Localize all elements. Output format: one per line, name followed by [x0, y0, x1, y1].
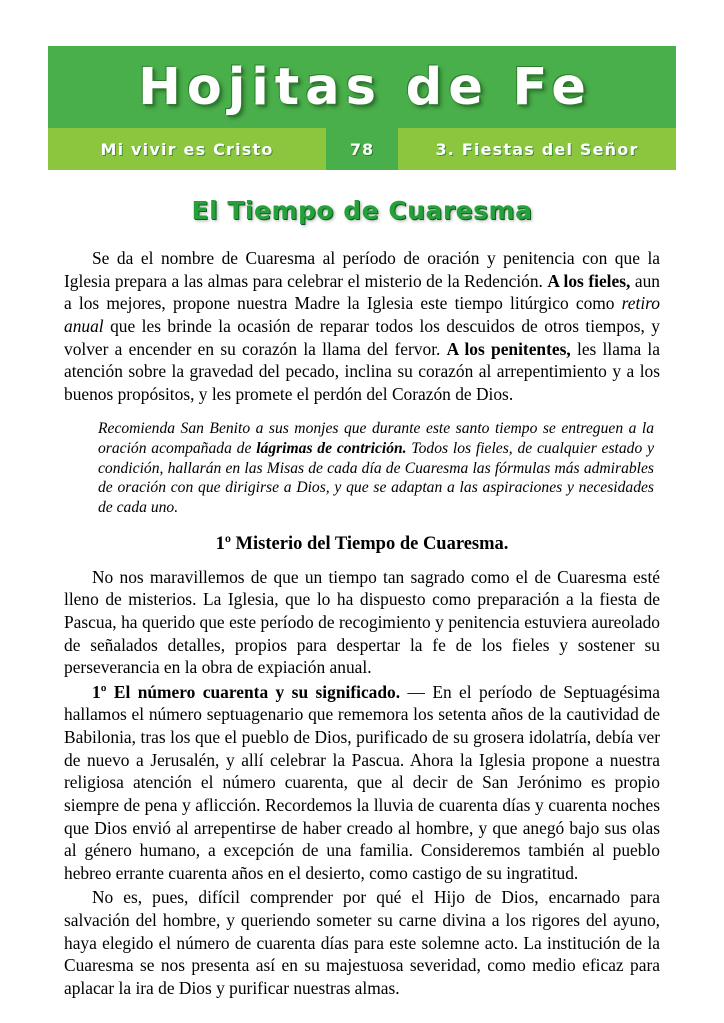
blockquote-part-1: Recomienda San Benito a sus monjes que durante este santo tiempo se entreguen a la oración acompañada de — [98, 420, 654, 458]
paragraph-intro-part-2: aun a los mejores, propone nuestra Madre la Iglesia este tiempo litúrgico como — [64, 270, 660, 314]
paragraph-numero-cuarenta-lead: 1º El número cuarenta y su significado. — [92, 681, 401, 702]
paragraph-intro-italic-retiro: retiro anual — [64, 293, 660, 336]
paragraph-intro-bold-fieles: A los fieles, — [547, 270, 631, 291]
paragraph-numero-cuarenta — [64, 681, 660, 885]
paragraph-conclusion: No es, pues, difícil comprender por qué el Hijo de Dios, encarnado para salvación del hombre, y queriendo someter su carne divina a los rigores del ayuno, haya elegido el número de cuarenta días para este solemne acto. La institución de la Cuaresma se nos presenta así en su majestuosa severidad, como medio eficaz para aplacar la ira de Dios y purificar nuestras almas. — [64, 887, 660, 998]
masthead-title-band — [48, 46, 676, 128]
masthead — [48, 46, 676, 170]
blockquote-san-benito — [64, 419, 660, 517]
section-subheading-misterio: 1º Misterio del Tiempo de Cuaresma. — [215, 533, 509, 554]
masthead-left-label: Mi vivir es Cristo — [100, 139, 274, 159]
article-title: El Tiempo de Cuaresma — [191, 196, 533, 225]
paragraph-numero-cuarenta-body: — En el período de Septuagésima hallamos el número septuagenario que rememora los setenta años de la cautividad de Babilonia, tras los que el pueblo de Dios, purificado de su grosera idolatría, debía ver de nuevo a Jerusalén, y allí celebrar la Pascua. Ahora la Iglesia propone a nuestra religiosa atención el número cuarenta, que al decir de San Jerónimo es propio siempre de pena y aflicción. Recordemos la lluvia de cuarenta días y cuarenta noches que Dios envió al arrepentirse de haber creado al hombre, y que anegó bajo sus olas al género humano, a excepción de una familia. Consideremos también al pueblo hebreo errante cuarenta años en el desierto, como castigo de su ingratitud. — [64, 681, 660, 883]
blockquote-bold-lagrimas: lágrimas de contrición. — [256, 440, 407, 458]
paragraph-intro-part-1: Se da el nombre de Cuaresma al período de oración y penitencia con que la Iglesia prepara a las almas para celebrar el misterio de la Redención. — [64, 248, 660, 291]
paragraph-misterios: No nos maravillemos de que un tiempo tan sagrado como el de Cuaresma esté lleno de misterios. La Iglesia, que lo ha dispuesto como preparación a la fiesta de Pascua, ha querido que este período de recogimiento y penitencia estuviera aureolado de señalados detalles, propios para despertar la fe de los fieles y sostener su perseverancia en la obra de expiación anual. — [64, 566, 660, 678]
paragraph-intro-part-4: les llama la atención sobre la gravedad del pecado, inclina su corazón al arrepentimiento y a los buenos propósitos, y les promete el perdón del Corazón de Dios. — [64, 338, 660, 404]
publication-title: Hojitas de Fe — [138, 57, 592, 117]
paragraph-intro-part-3: que les brinde la ocasión de reparar todos los descuidos de otros tiempos, y volver a encender en su corazón la llama del fervor. — [64, 315, 660, 359]
masthead-right-label: 3. Fiestas del Señor — [435, 139, 639, 159]
paragraph-intro-bold-penitentes: A los penitentes, — [446, 338, 571, 359]
masthead-left-slogan — [48, 128, 326, 170]
issue-number: 78 — [349, 139, 375, 159]
masthead-right-section — [398, 128, 676, 170]
paragraph-intro — [64, 247, 660, 405]
issue-number-box — [326, 128, 398, 170]
masthead-subtitle-band — [48, 128, 676, 170]
article-body — [64, 196, 660, 1000]
blockquote-part-2: Todos los fieles, de cualquier estado y condición, hallarán en las Misas de cada día de Cuaresma las fórmulas más admirables de oración con que dirigirse a Dios, y que se adaptan a las aspiraciones y necesidades de cada uno. — [98, 440, 654, 516]
